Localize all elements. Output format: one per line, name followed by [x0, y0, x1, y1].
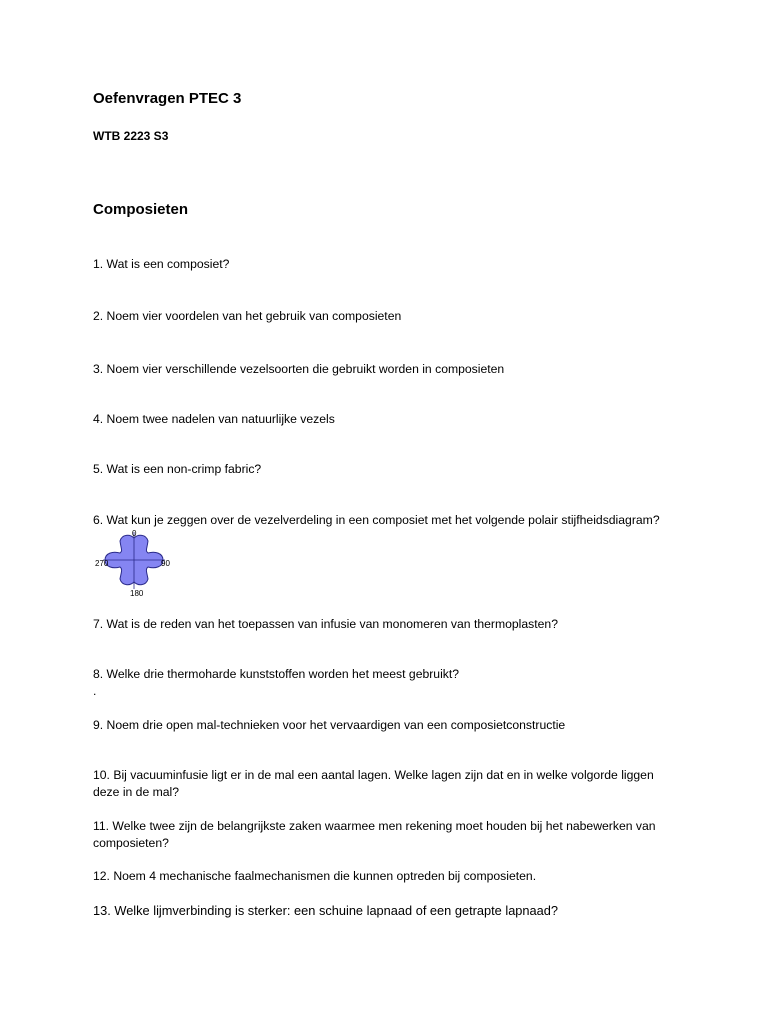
question-1: 1. Wat is een composiet?: [93, 257, 230, 271]
question-11: 11. Welke twee zijn de belangrijkste zaken waarmee men rekening moet houden bij het nabewerken van composieten?: [93, 819, 656, 850]
question-2: 2. Noem vier voordelen van het gebruik van composieten: [93, 309, 402, 323]
polar-stiffness-diagram: [93, 529, 177, 599]
label-180: 180: [130, 589, 144, 598]
question-12: 12. Noem 4 mechanische faalmechanismen die kunnen optreden bij composieten.: [93, 869, 537, 883]
question-3: 3. Noem vier verschillende vezelsoorten die gebruikt worden in composieten: [93, 362, 505, 376]
label-0: 0: [132, 529, 137, 538]
section-heading: Composieten: [93, 201, 189, 218]
question-13: 13. Welke lijmverbinding is sterker: een schuine lapnaad of een getrapte lapnaad?: [93, 903, 559, 918]
question-10: 10. Bij vacuuminfusie ligt er in de mal een aantal lagen. Welke lagen zijn dat en in welke volgorde liggen deze in de mal?: [93, 768, 654, 799]
question-9: 9. Noem drie open mal-technieken voor het vervaardigen van een composietconstructie: [93, 718, 566, 732]
label-90: 90: [161, 559, 170, 568]
course-code: WTB 2223 S3: [93, 129, 169, 143]
question-4: 4. Noem twee nadelen van natuurlijke vezels: [93, 412, 335, 426]
question-6: 6. Wat kun je zeggen over de vezelverdeling in een composiet met het volgende polair stijfheidsdiagram?: [93, 513, 660, 527]
label-270: 270: [95, 559, 109, 568]
question-5: 5. Wat is een non-crimp fabric?: [93, 462, 262, 476]
question-8: 8. Welke drie thermoharde kunststoffen worden het meest gebruikt?: [93, 667, 460, 681]
question-7: 7. Wat is de reden van het toepassen van infusie van monomeren van thermoplasten?: [93, 617, 558, 631]
document-title: Oefenvragen PTEC 3: [93, 90, 242, 107]
question-8-dot: .: [93, 684, 97, 698]
